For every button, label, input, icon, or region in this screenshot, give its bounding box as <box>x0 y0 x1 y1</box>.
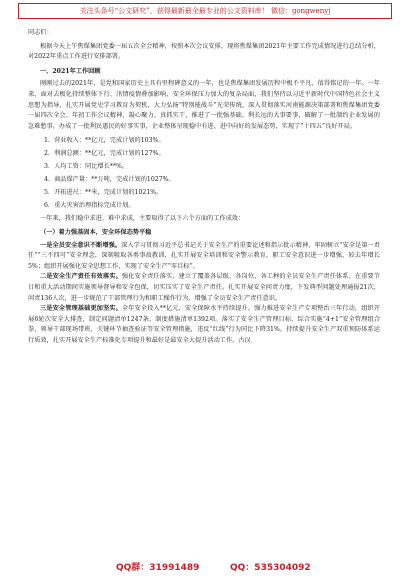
qq-group-number: QQ群：31991489 <box>116 563 200 573</box>
list-item: 3．人均工资：同比增长**%。 <box>44 163 129 171</box>
subsection-1-title: （一）着力强基固本，安全环保态势平稳 <box>40 228 152 236</box>
paragraph-lead: 二是安全生产责任有效落实。 <box>40 273 122 281</box>
paragraph-safety-awareness <box>28 241 380 273</box>
indicator-list <box>28 134 380 212</box>
document-body <box>28 28 380 346</box>
review-paragraph: 刚刚过去的2021年，是党和国家历史上具有里程碑意义的一年，也是焦煤集团发展历程中极不平凡、值得铭记的一年。一年来，面对去极化持续整体下行、汛情疫情叠加影响、安全环保压力加大的复杂局面，我们坚持以习近平新时代中国特色社会主义思想为指导，扎实开展党史学习教育为契机，大力弘扬“特别能战斗”光荣传统，深入贯彻落实河南能源决策部署和焦煤集团党委一届四次全会、年初工作会议精神，凝心聚力、真抓实干，推进了一批强基础、利长远的大事要事，破解了一批制约企业发展的急难愁事，办成了一批利民惠民的好事实事，企业整体呈现稳中有进、进中向好的发展态势，实现了“十四五”良好开局。 <box>28 80 380 130</box>
transition-paragraph: 一年来，我们稳中求进、难中求成，主要取得了以下六个方面的工作成效： <box>40 215 245 223</box>
greeting: 同志们： <box>28 29 53 36</box>
paragraph-text: 深入学习贯彻习近平总书记关于安全生产的重要论述和指示批示精神，牢固树立“安全是第一责任”“三不四可”安全理念，深刻吸取各类事故教训，扎实开展安全培训和安全警示教育，职工安全意识进一步增强，较去年增长5%；组织开展强化安全思想工作，实现了安全生产“零目标”。 <box>28 241 380 270</box>
paragraph-lead: 三是安全管理基础更加坚实。 <box>40 305 122 313</box>
top-banner: 关注头条号“公文研究”，获得最新最全最专业的公文资料库！ 微信：gongwenyj <box>18 3 392 19</box>
paragraph-text: 全年安全投入**亿元，安全保障水平持续提升。强力推进安全生产专项整治三年行动，组织开展6轮次安全大排查，制定问题清单1247条、制度措施清单1392项。落实了安全生产管理目标，综合实施“4+1”安全管理组合拳，领导干部现场带班，关键环节抽查验证等安全管理措施，违反“红线”行为同比下降31%。持续提升安全生产双重预防体系运行质效，扎实开展安全生产标准化专项提升和最好是最安全大提升活动工作，古汉 <box>28 305 381 344</box>
paragraph-text: 强化安全责任落实，建立了覆盖各层级、各岗位、各工种的全员安全生产责任体系。在重要节日和重大活动期间实施领导督导和安全包保，切实压实了安全生产责任。扎实开展安全问责力度，下发典型问题处理通报21次，问责136人次，进一步规范了干部管理行为和职工操作行为，增强了全员安全生产责任意识。 <box>28 273 381 302</box>
list-item: 5．开拓进尺：**米，完成计划的1021%。 <box>44 189 163 197</box>
intro-paragraph: 根据今天上午焦煤集团党委一届五次全会精神，按照本次会议安排，现将焦煤集团2021年主要工作完成情况进行总结分析，对2022年重点工作进行安排部署。 <box>28 42 380 61</box>
paragraph-lead: 一是全员安全意识不断增强。 <box>40 241 122 249</box>
section-1-title: 一、2021年工作回顾 <box>40 67 101 75</box>
list-item: 6．重大灾害治理指标完成计划。 <box>44 202 135 210</box>
qq-number: QQ：535304092 <box>230 563 311 573</box>
list-item: 1．营业收入：**亿元，完成计划的103%。 <box>44 137 165 145</box>
footer-contact <box>60 560 360 574</box>
paragraph-management-foundation <box>28 304 380 346</box>
paragraph-responsibility <box>28 272 380 304</box>
list-item: 2．利润总额：**亿元，完成计划的127%。 <box>44 150 165 158</box>
list-item: 4．商品煤产量：**万吨，完成计划的1027%。 <box>44 176 175 184</box>
